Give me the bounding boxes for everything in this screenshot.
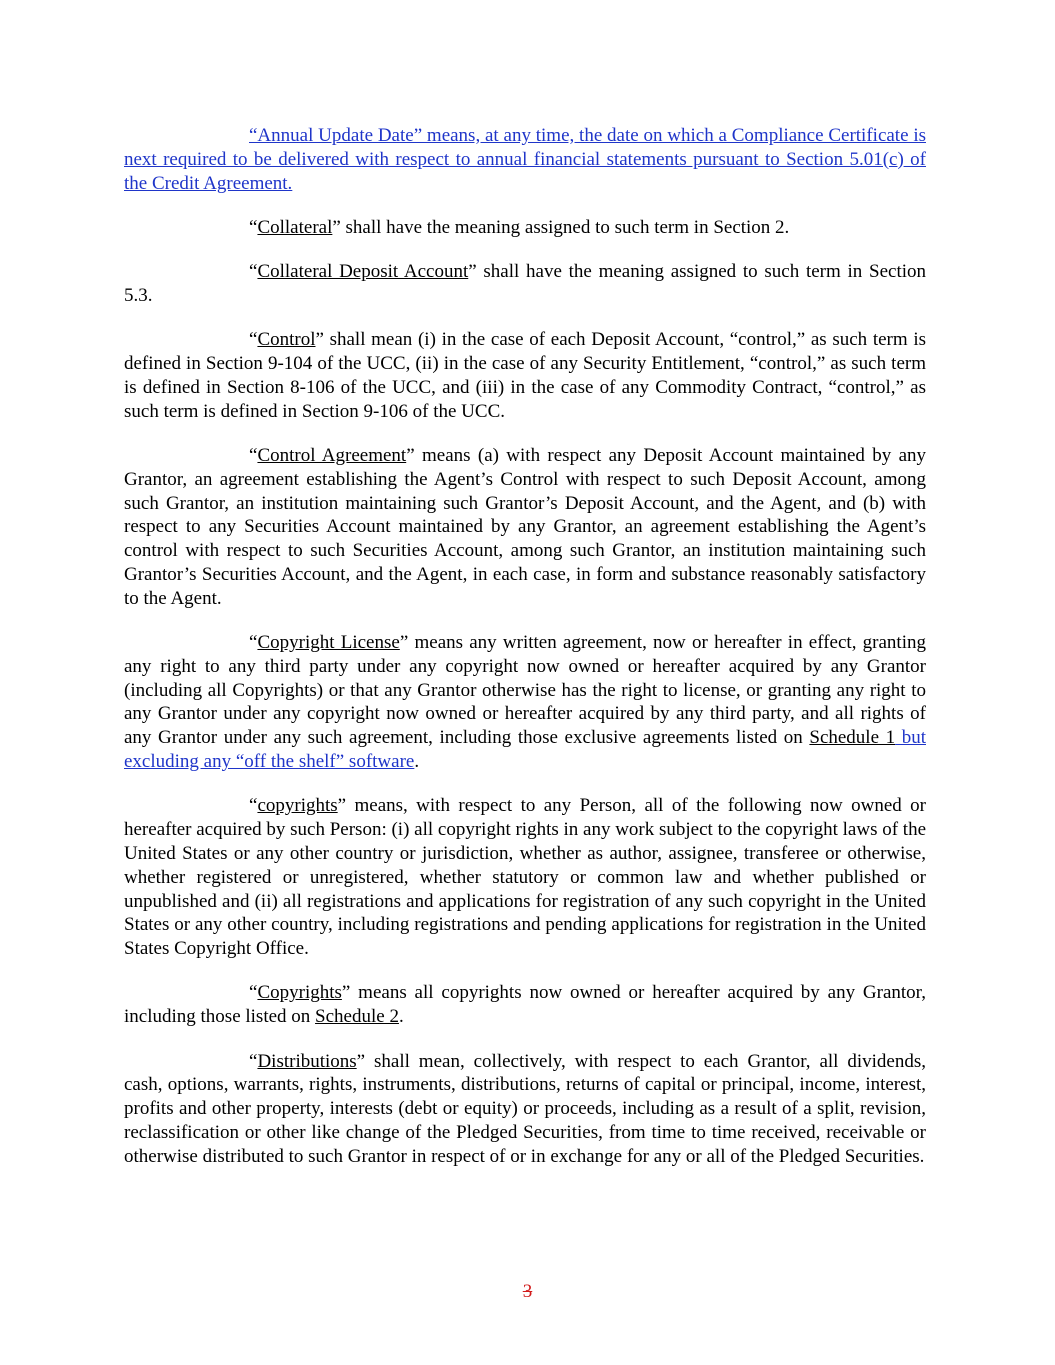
- definition-collateral: “Collateral” shall have the meaning assigned to such term in Section 2.: [249, 216, 790, 238]
- definition-text: ” shall mean (i) in the case of each Deposit Account, “control,” as such term is defined in Section 9-104 of the UCC, (ii) in the case of any Security Entitlement, “control,” as such term is defined in Section 8-106 of the UCC, and (iii) in the case of any Commodity Contract, “control,” as such term is defined in Section 9-106 of the UCC.: [124, 329, 926, 422]
- definition-end: .: [414, 751, 420, 773]
- definition-text: ” shall have the meaning assigned to such term in Section 5.3.: [124, 261, 927, 306]
- definition-text: ” means any written agreement, now or hereafter in effect, granting any right to any third party under any copyright now owned or hereafter acquired by any Grantor (including all Copyrights) or that any Grantor otherwise has the right to license, or granting any right to any Grantor under any copyright now owned or hereafter acquired by any third party, and all rights of any Grantor under any such agreement, including those exclusive agreements listed on: [124, 632, 926, 749]
- definition-text: ” shall mean, collectively, with respect to each Grantor, all dividends, cash, options, warrants, rights, instruments, distributions, returns of capital or principal, income, interest, profits and other property, interests (debt or equity) or proceeds, including as a result of a split, revision, reclassification or other like change of the Pledged Securities, from time to time received, receivable or otherwise distributed to such Grantor in respect of or in exchange for any or all of the Pledged Securities.: [124, 1050, 926, 1167]
- definition-text: ” means (a) with respect any Deposit Account maintained by any Grantor, an agreement establishing the Agent’s Control with respect to such Deposit Account, among such Grantor, an institution maintaining such Grantor’s Deposit Account, and the Agent, and (b) with respect to any Securities Account maintained by any Grantor, an agreement establishing the Agent’s control with respect to such Securities Account, among such Grantor, an institution maintaining such Grantor’s Securities Account, and the Agent, in each case, in form and substance reasonably satisfactory to the Agent.: [124, 444, 926, 609]
- inserted-text: but excluding any “off the shelf” software: [124, 727, 926, 773]
- definitions-section: [124, 124, 926, 1189]
- definition-control: “Control” shall mean (i) in the case of each Deposit Account, “control,” as such term is defined in Section 9-104 of the UCC, (ii) in the case of any Security Entitlement, “control,” as such term is defined in Section 8-106 of the UCC, and (iii) in the case of any Commodity Contract, “control,” as such term is defined in Section 9-106 of the UCC.: [124, 329, 926, 422]
- definition-copyrights-lower: “copyrights” means, with respect to any Person, all of the following now owned or hereafter acquired by such Person: (i) all copyright rights in any work subject to the copyright laws of the United States or any other country or jurisdiction, whether as author, assignee, transferee or otherwise, whether registered or unregistered, whether statutory or common law and whether published or unpublished and (ii) all registrations and applications for registration of any such copyright in the United States or any other country, including registrations and pending applications for registration in the United States Copyright Office.: [124, 795, 926, 960]
- defined-term: Copyright License: [257, 632, 400, 654]
- defined-term: Control Agreement: [257, 444, 407, 466]
- schedule-reference: Schedule 2: [315, 1006, 399, 1028]
- definition-annual-update-date: [124, 124, 926, 195]
- definition-end: .: [398, 1006, 404, 1028]
- defined-term: copyrights: [257, 795, 338, 817]
- definition-text: ” means all copyrights now owned or hereafter acquired by any Grantor, including those listed on: [124, 982, 926, 1028]
- definition-copyrights: “Copyrights” means all copyrights now owned or hereafter acquired by any Grantor, including those listed on Schedule 2.: [124, 982, 926, 1028]
- defined-term: Distributions: [257, 1050, 357, 1072]
- defined-term: Collateral Deposit Account: [257, 261, 469, 283]
- page-number: 3: [522, 1281, 533, 1302]
- defined-term: Copyrights: [257, 982, 342, 1004]
- defined-term: Collateral: [257, 216, 333, 238]
- definition-copyright-license: “Copyright License” means any written agreement, now or hereafter in effect, granting any right to any third party under any copyright now owned or hereafter acquired by any Grantor (including all Copyrights) or that any Grantor otherwise has the right to license, or granting any right to any Grantor under any copyright now owned or hereafter acquired by any third party, and all rights of any Grantor under any such agreement, including those exclusive agreements listed on Schedule 1 but excluding any “off the shelf” software.: [124, 632, 926, 773]
- schedule-reference: Schedule 1: [809, 727, 896, 749]
- definition-control-agreement: “Control Agreement” means (a) with respect any Deposit Account maintained by any Grantor, an agreement establishing the Agent’s Control with respect to such Deposit Account, among such Grantor, an institution maintaining such Grantor’s Deposit Account, and the Agent, and (b) with respect to any Securities Account maintained by any Grantor, an agreement establishing the Agent’s control with respect to such Securities Account, among such Grantor, an institution maintaining such Grantor’s Securities Account, and the Agent, in each case, in form and substance reasonably satisfactory to the Agent.: [124, 444, 926, 609]
- definition-text: ” shall have the meaning assigned to such term in Section 2.: [332, 216, 790, 238]
- definition-text: ” means, with respect to any Person, all of the following now owned or hereafter acquired by such Person: (i) all copyright rights in any work subject to the copyright laws of the United States or any other country or jurisdiction, whether as author, assignee, transferee or otherwise, whether registered or unregistered, whether statutory or common law and whether published or unpublished and (ii) all registrations and applications for registration of any such copyright in the United States or any other country, including registrations and pending applications for registration in the United States Copyright Office.: [124, 795, 926, 960]
- definition-distributions: “Distributions” shall mean, collectively, with respect to each Grantor, all dividends, cash, options, warrants, rights, instruments, distributions, returns of capital or principal, income, interest, profits and other property, interests (debt or equity) or proceeds, including as a result of a split, revision, reclassification or other like change of the Pledged Securities, from time to time received, receivable or otherwise distributed to such Grantor in respect of or in exchange for any or all of the Pledged Securities.: [124, 1050, 926, 1167]
- definition-collateral-deposit-account: “Collateral Deposit Account” shall have the meaning assigned to such term in Section 5.3.: [124, 261, 927, 306]
- inserted-text: “Annual Update Date” means, at any time, the date on which a Compliance Certificate is next required to be delivered with respect to annual financial statements pursuant to Section 5.01(c) of the Credit Agreement.: [124, 125, 926, 194]
- defined-term: Control: [257, 329, 316, 351]
